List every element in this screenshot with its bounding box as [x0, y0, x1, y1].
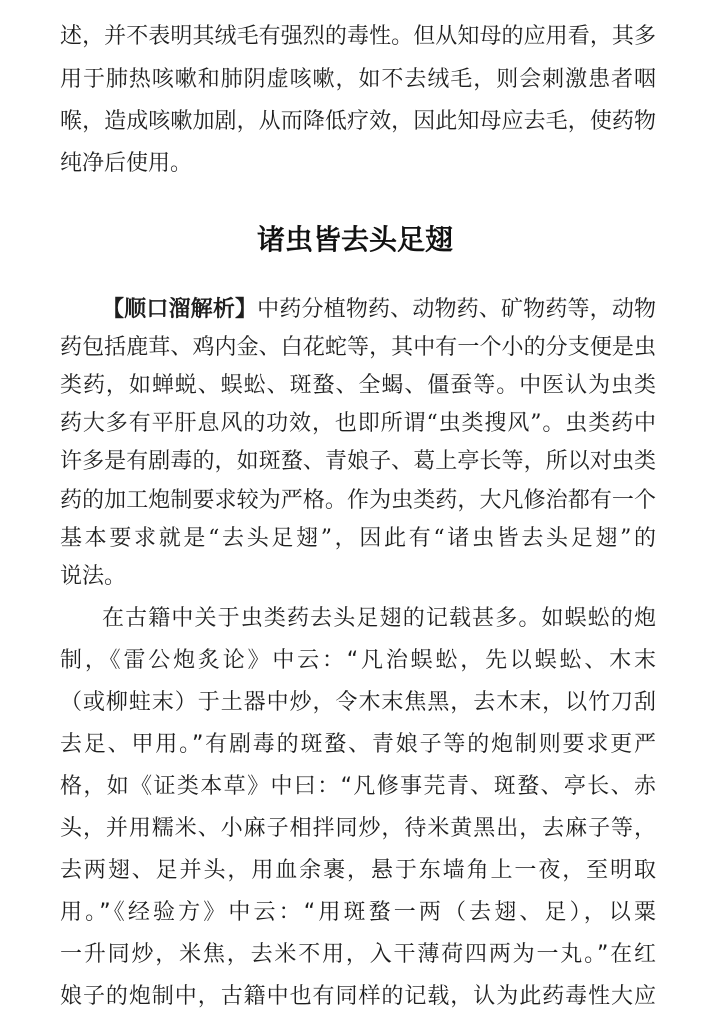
rhyme-line-3: 类药，如蝉蜕、蜈蚣、斑蝥、全蝎、僵蚕等。中医认为虫类	[60, 373, 656, 398]
main-line-3: （或柳蛀末）于土器中炒，令木末焦黑，去木末，以竹刀刮	[60, 690, 656, 715]
rhyme-line-4: 药大多有平肝息风的功效，也即所谓“虫类搜风”。虫类药中	[60, 411, 656, 436]
main-line-6: 头，并用糯米、小麻子相拌同炒，待米黄黑出，去麻子等，	[60, 816, 656, 841]
rhyme-line-7: 基本要求就是“去头足翅”，因此有“诸虫皆去头足翅”的	[60, 526, 656, 551]
main-line-1: 在古籍中关于虫类药去头足翅的记载甚多。如蜈蚣的炮	[102, 606, 656, 631]
main-line-7: 去两翅、足并头，用血余裹，悬于东墙角上一夜，至明取	[60, 858, 656, 883]
section-title: 诸虫皆去头足翅	[256, 223, 453, 256]
intro-line-1: 述，并不表明其绒毛有强烈的毒性。但从知母的应用看，其多	[60, 24, 656, 49]
rhyme-label: 【顺口溜解析】	[102, 297, 258, 322]
intro-line-3: 喉，造成咳嗽加剧，从而降低疗效，因此知母应去毛，使药物	[60, 109, 656, 134]
rhyme-line-8: 说法。	[60, 564, 127, 589]
main-line-5: 格，如《证类本草》中曰：“凡修事芫青、斑蝥、亭长、赤	[60, 774, 656, 799]
main-line-4: 去足、甲用。”有剧毒的斑蝥、青娘子等的炮制则要求更严	[60, 732, 656, 757]
intro-line-4: 纯净后使用。	[60, 151, 193, 176]
rhyme-line-1	[102, 296, 656, 324]
main-line-10: 娘子的炮制中，古籍中也有同样的记载，认为此药毒性大应	[60, 984, 656, 1009]
rhyme-line-5: 许多是有剧毒的，如斑蝥、青娘子、葛上亭长等，所以对虫类	[60, 449, 656, 474]
main-line-9: 一升同炒，米焦，去米不用，入干薄荷四两为一丸。”在红	[60, 942, 656, 967]
main-line-2: 制，《雷公炮炙论》中云：“凡治蜈蚣，先以蜈蚣、木末	[60, 648, 656, 673]
main-line-8: 用。”《经验方》中云：“用斑蝥一两（去翅、足），以粟	[60, 900, 656, 925]
rhyme-line-2: 药包括鹿茸、鸡内金、白花蛇等，其中有一个小的分支便是虫	[60, 335, 656, 360]
rhyme-line-1-text: 中药分植物药、动物药、矿物药等，动物	[257, 297, 656, 322]
rhyme-line-6: 药的加工炮制要求较为严格。作为虫类药，大凡修治都有一个	[60, 488, 656, 513]
intro-line-2: 用于肺热咳嗽和肺阴虚咳嗽，如不去绒毛，则会刺激患者咽	[60, 67, 656, 92]
